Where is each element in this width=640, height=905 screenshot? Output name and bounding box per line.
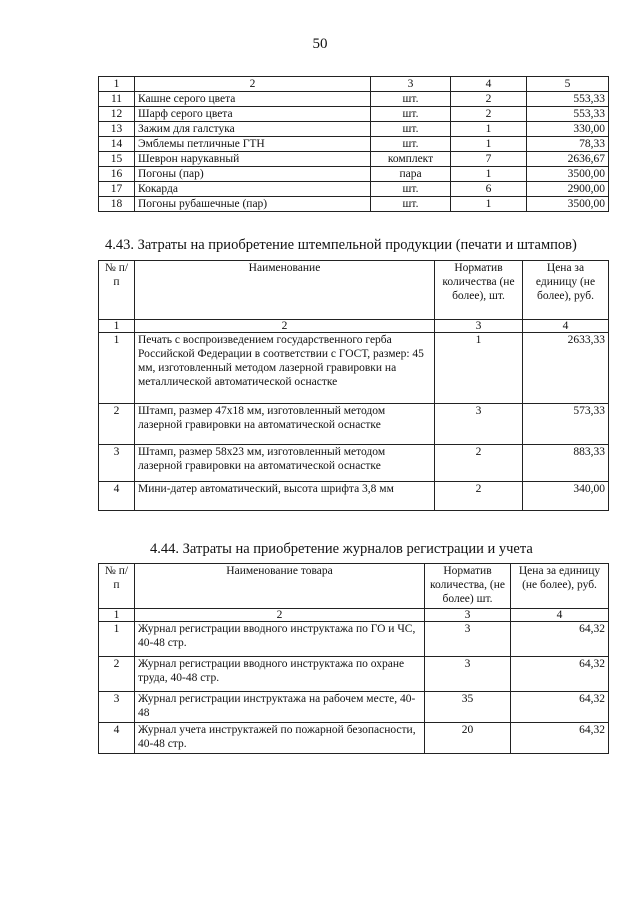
- item-name: Зажим для галстука: [135, 122, 371, 137]
- row-number: 17: [99, 182, 135, 197]
- col-number: 3: [425, 609, 511, 622]
- table-row: [99, 197, 609, 212]
- col-number: 1: [99, 320, 135, 333]
- item-quantity: 1: [451, 122, 527, 137]
- item-name: Погоны (пар): [135, 167, 371, 182]
- item-unit: шт.: [371, 122, 451, 137]
- item-quantity: 7: [451, 152, 527, 167]
- table-row: [99, 122, 609, 137]
- item-unit: шт.: [371, 137, 451, 152]
- col-number: 2: [135, 609, 425, 622]
- row-number: 2: [99, 404, 135, 445]
- row-number: 14: [99, 137, 135, 152]
- row-number: 16: [99, 167, 135, 182]
- item-price: 883,33: [523, 445, 609, 482]
- item-name: Журнал регистрации вводного инструктажа по ГО и ЧС, 40-48 стр.: [135, 622, 425, 657]
- item-unit: комплект: [371, 152, 451, 167]
- item-unit: шт.: [371, 182, 451, 197]
- row-number: 13: [99, 122, 135, 137]
- col-number: 2: [135, 320, 435, 333]
- item-price: 3500,00: [527, 197, 609, 212]
- row-number: 2: [99, 657, 135, 692]
- section-title-4-44: 4.44. Затраты на приобретение журналов регистрации и учета: [150, 541, 533, 557]
- item-quantity: 3: [435, 404, 523, 445]
- item-quantity: 35: [425, 692, 511, 723]
- item-name: Штамп, размер 58х23 мм, изготовленный методом лазерной гравировки на автоматической оснастке: [135, 445, 435, 482]
- header-number: № п/п: [99, 261, 135, 320]
- table-row: [99, 107, 609, 122]
- item-price: 64,32: [511, 723, 609, 754]
- item-unit: шт.: [371, 197, 451, 212]
- item-price: 64,32: [511, 692, 609, 723]
- page-number: 50: [312, 36, 328, 52]
- item-quantity: 3: [425, 622, 511, 657]
- row-number: 15: [99, 152, 135, 167]
- item-name: Мини-датер автоматический, высота шрифта 3,8 мм: [135, 482, 435, 511]
- item-quantity: 2: [435, 445, 523, 482]
- stamp-products-table: [98, 260, 609, 511]
- table-row: [99, 137, 609, 152]
- table-row: [99, 692, 609, 723]
- header-price: Цена за единицу (не более), руб.: [523, 261, 609, 320]
- column-number-row: [99, 320, 609, 333]
- item-unit: пара: [371, 167, 451, 182]
- item-price: 2633,33: [523, 333, 609, 404]
- registration-journals-table: [98, 563, 609, 754]
- item-name: Кокарда: [135, 182, 371, 197]
- header-number: № п/п: [99, 564, 135, 609]
- item-quantity: 20: [425, 723, 511, 754]
- row-number: 3: [99, 445, 135, 482]
- table-row: [99, 622, 609, 657]
- col-number: 4: [451, 77, 527, 92]
- item-name: Печать с воспроизведением государственного герба Российской Федерации в соответствии с ГОСТ, размер: 45 мм, изготовленный методом лазерной гравировки на металлической автоматической оснастке: [135, 333, 435, 404]
- item-quantity: 3: [425, 657, 511, 692]
- header-quantity: Норматив количества (не более), шт.: [435, 261, 523, 320]
- item-quantity: 1: [451, 167, 527, 182]
- item-quantity: 1: [451, 137, 527, 152]
- item-price: 553,33: [527, 92, 609, 107]
- header-row: [99, 261, 609, 320]
- column-number-row: [99, 77, 609, 92]
- col-number: 2: [135, 77, 371, 92]
- item-price: 340,00: [523, 482, 609, 511]
- item-name: Погоны рубашечные (пар): [135, 197, 371, 212]
- item-name: Шарф серого цвета: [135, 107, 371, 122]
- header-row: [99, 564, 609, 609]
- item-quantity: 2: [435, 482, 523, 511]
- item-name: Кашне серого цвета: [135, 92, 371, 107]
- item-price: 64,32: [511, 622, 609, 657]
- item-quantity: 2: [451, 107, 527, 122]
- item-name: Шеврон нарукавный: [135, 152, 371, 167]
- item-price: 553,33: [527, 107, 609, 122]
- col-number: 5: [527, 77, 609, 92]
- item-price: 330,00: [527, 122, 609, 137]
- col-number: 3: [435, 320, 523, 333]
- table-row: [99, 723, 609, 754]
- item-price: 573,33: [523, 404, 609, 445]
- item-price: 2636,67: [527, 152, 609, 167]
- table-row: [99, 657, 609, 692]
- col-number: 4: [523, 320, 609, 333]
- row-number: 3: [99, 692, 135, 723]
- item-name: Журнал регистрации вводного инструктажа по охране труда, 40-48 стр.: [135, 657, 425, 692]
- item-unit: шт.: [371, 92, 451, 107]
- item-name: Эмблемы петличные ГТН: [135, 137, 371, 152]
- item-quantity: 1: [435, 333, 523, 404]
- row-number: 18: [99, 197, 135, 212]
- col-number: 3: [371, 77, 451, 92]
- header-quantity: Норматив количества, (не более) шт.: [425, 564, 511, 609]
- table-row: [99, 92, 609, 107]
- header-name: Наименование товара: [135, 564, 425, 609]
- table-row: [99, 445, 609, 482]
- section-title-4-43: 4.43. Затраты на приобретение штемпельной продукции (печати и штампов): [105, 237, 577, 253]
- col-number: 1: [99, 609, 135, 622]
- item-price: 64,32: [511, 657, 609, 692]
- item-quantity: 1: [451, 197, 527, 212]
- table-row: [99, 482, 609, 511]
- item-quantity: 2: [451, 92, 527, 107]
- row-number: 1: [99, 622, 135, 657]
- item-price: 3500,00: [527, 167, 609, 182]
- table-row: [99, 167, 609, 182]
- item-quantity: 6: [451, 182, 527, 197]
- item-unit: шт.: [371, 107, 451, 122]
- header-name: Наименование: [135, 261, 435, 320]
- item-price: 78,33: [527, 137, 609, 152]
- row-number: 4: [99, 723, 135, 754]
- table-row: [99, 404, 609, 445]
- item-name: Журнал учета инструктажей по пожарной безопасности, 40-48 стр.: [135, 723, 425, 754]
- item-price: 2900,00: [527, 182, 609, 197]
- item-name: Журнал регистрации инструктажа на рабочем месте, 40-48: [135, 692, 425, 723]
- col-number: 4: [511, 609, 609, 622]
- col-number: 1: [99, 77, 135, 92]
- item-name: Штамп, размер 47х18 мм, изготовленный методом лазерной гравировки на автоматической оснастке: [135, 404, 435, 445]
- table-row: [99, 333, 609, 404]
- table-row: [99, 152, 609, 167]
- row-number: 12: [99, 107, 135, 122]
- row-number: 4: [99, 482, 135, 511]
- header-price: Цена за единицу (не более), руб.: [511, 564, 609, 609]
- row-number: 11: [99, 92, 135, 107]
- uniform-items-table: [98, 76, 609, 212]
- column-number-row: [99, 609, 609, 622]
- table-row: [99, 182, 609, 197]
- row-number: 1: [99, 333, 135, 404]
